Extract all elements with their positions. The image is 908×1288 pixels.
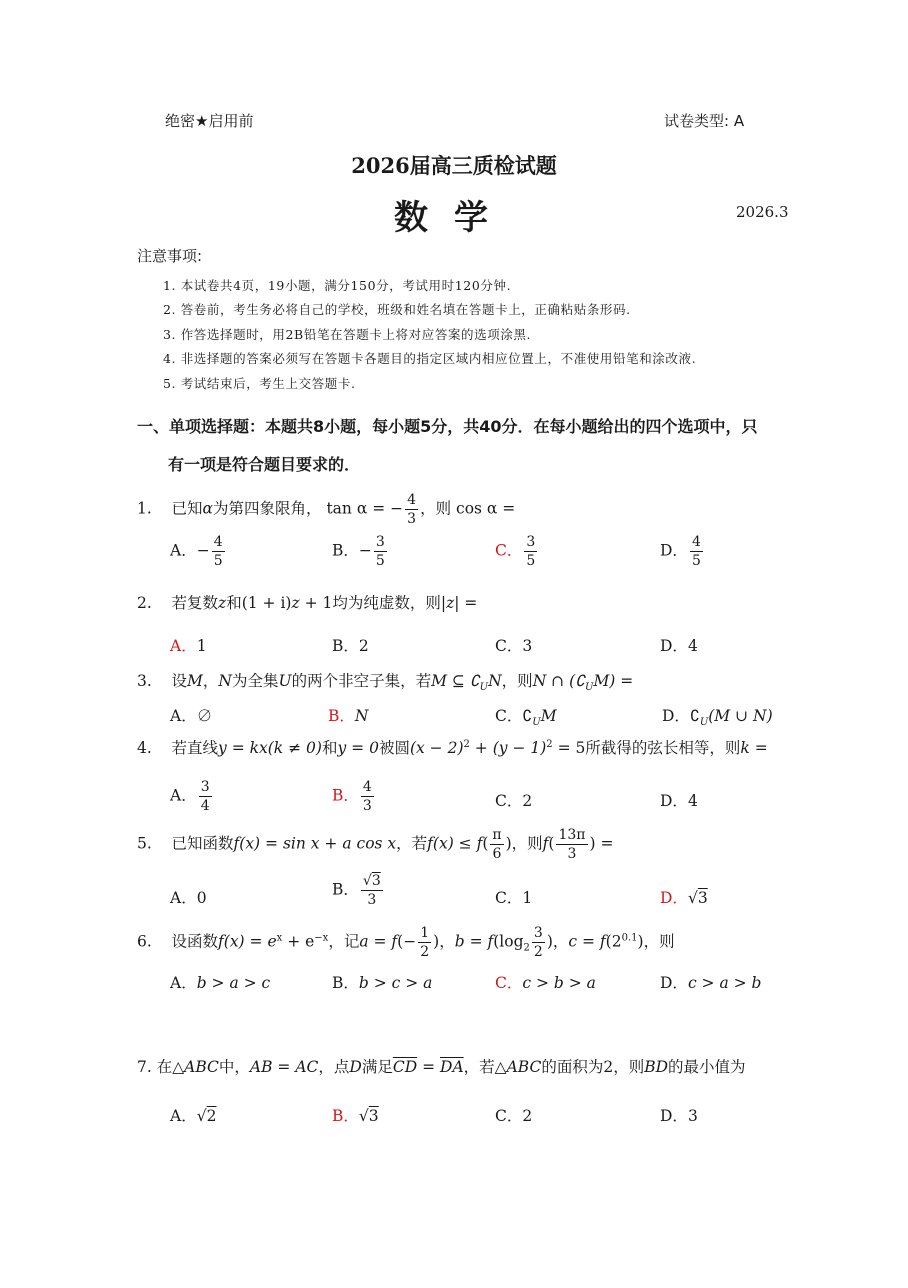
option-c[interactable]: C．2: [495, 792, 533, 810]
option-a[interactable]: A．0: [170, 889, 207, 907]
exam-date: 2026.3: [736, 203, 789, 221]
notice-item: 1. 本试卷共4页，19小题，满分150分，考试用时120分钟.: [163, 278, 512, 293]
question-number: 2.: [137, 594, 152, 612]
option-b[interactable]: B． $\frac{√3}{3}$: [332, 873, 381, 908]
option-d[interactable]: D． $\frac{4}{5}$: [660, 534, 701, 569]
option-d[interactable]: D．$∁_U(M$ ∪ N): [662, 707, 773, 729]
question-2: 2. 若复数z和(1 + i)z + 1均为纯虚数，则|z| =: [137, 594, 478, 612]
option-a[interactable]: A．− $\frac{4}{5}$: [170, 534, 223, 569]
subject-title: 数学: [394, 198, 514, 238]
option-c-answer[interactable]: C．c > b > a: [495, 974, 596, 992]
option-b-answer[interactable]: B．√3: [332, 1107, 379, 1125]
option-c-answer[interactable]: C． $\frac{3}{5}$: [495, 534, 536, 569]
notice-item: 4. 非选择题的答案必须写在答题卡各题目的指定区域内相应位置上，不准使用铅笔和涂改液.: [163, 351, 697, 366]
question-7: 7. 在△ABC中，AB = AC，点D满足$\overline{CD} = \overline{DA}$，若△ABC的面积为2，则BD的最小值为: [137, 1058, 746, 1076]
option-b-answer[interactable]: B． $\frac{4}{3}$: [332, 779, 372, 814]
notice-heading: 注意事项:: [137, 247, 203, 265]
question-6: 6. 设函数$f(x) = e^x + e^{-x}$，记a = f(− $\frac{1}{2}$ )，$b = f(\log_2$ $\frac{3}{2}$ )，$c = f(2^{0.1})$，则: [137, 925, 675, 960]
section-heading: 一、单项选择题：本题共8小题，每小题5分，共40分．在每小题给出的四个选项中，只: [137, 417, 758, 436]
question-number: 1.: [137, 499, 152, 518]
question-1: 1. 已知α为第四象限角， tan α = − $\frac{4}{3}$ ，则 cos α =: [137, 492, 516, 527]
option-c[interactable]: C．3: [495, 637, 533, 655]
question-5: 5. 已知函数f(x) = sin x + a cos x，若f(x) ≤ f( $\frac{\pi}{6}$ )，则f( $\frac{13\pi}{3}$ ) =: [137, 827, 614, 862]
question-4: 4. 若直线y = kx(k ≠ 0)和y = 0被圆$(x - 2)^2 + (y - 1)^2 = 5$所截得的弦长相等，则k =: [137, 738, 768, 757]
option-d[interactable]: D．c > a > b: [660, 974, 762, 992]
question-number: 6.: [137, 932, 152, 951]
option-c[interactable]: C．1: [495, 889, 533, 907]
notice-item: 2. 答卷前，考生务必将自己的学校，班级和姓名填在答题卡上，正确粘贴条形码.: [163, 302, 631, 317]
paper-type: 试卷类型: A: [664, 112, 745, 130]
option-b-answer[interactable]: B．N: [328, 707, 369, 725]
option-a[interactable]: A．√2: [170, 1107, 217, 1125]
section-heading-cont: 有一项是符合题目要求的．: [168, 455, 361, 474]
option-d[interactable]: D．4: [660, 637, 698, 655]
option-b[interactable]: B．− $\frac{3}{5}$: [332, 534, 385, 569]
option-b[interactable]: B．2: [332, 637, 369, 655]
page-title: 2026届高三质检试题: [351, 153, 557, 178]
notice-item: 3. 作答选择题时，用2B铅笔在答题卡上将对应答案的选项涂黑.: [163, 327, 532, 342]
option-a[interactable]: A． $\frac{3}{4}$: [170, 779, 210, 814]
question-3: 3. 设M，N为全集U的两个非空子集，若M ⊆ $∁_UN$，则N ∩ $(∁_UM)$ =: [137, 672, 634, 694]
option-a-answer[interactable]: A．1: [170, 637, 207, 655]
option-c[interactable]: C．2: [495, 1107, 533, 1125]
option-d[interactable]: D．4: [660, 792, 698, 810]
fraction: $\frac{4}{3}$: [407, 492, 417, 527]
option-a[interactable]: A．∅: [170, 707, 213, 725]
question-number: 4.: [137, 739, 152, 757]
notice-item: 5. 考试结束后，考生上交答题卡.: [163, 376, 356, 391]
question-number: 3.: [137, 672, 152, 690]
option-d-answer[interactable]: D．√3: [660, 889, 708, 907]
secret-label: 绝密★启用前: [165, 112, 254, 130]
question-number: 5.: [137, 834, 152, 853]
question-number: 7.: [137, 1058, 152, 1076]
option-d[interactable]: D．3: [660, 1107, 698, 1125]
option-a[interactable]: A．b > a > c: [170, 974, 271, 992]
option-b[interactable]: B．b > c > a: [332, 974, 433, 992]
option-c[interactable]: C．$∁_UM$: [495, 707, 557, 729]
